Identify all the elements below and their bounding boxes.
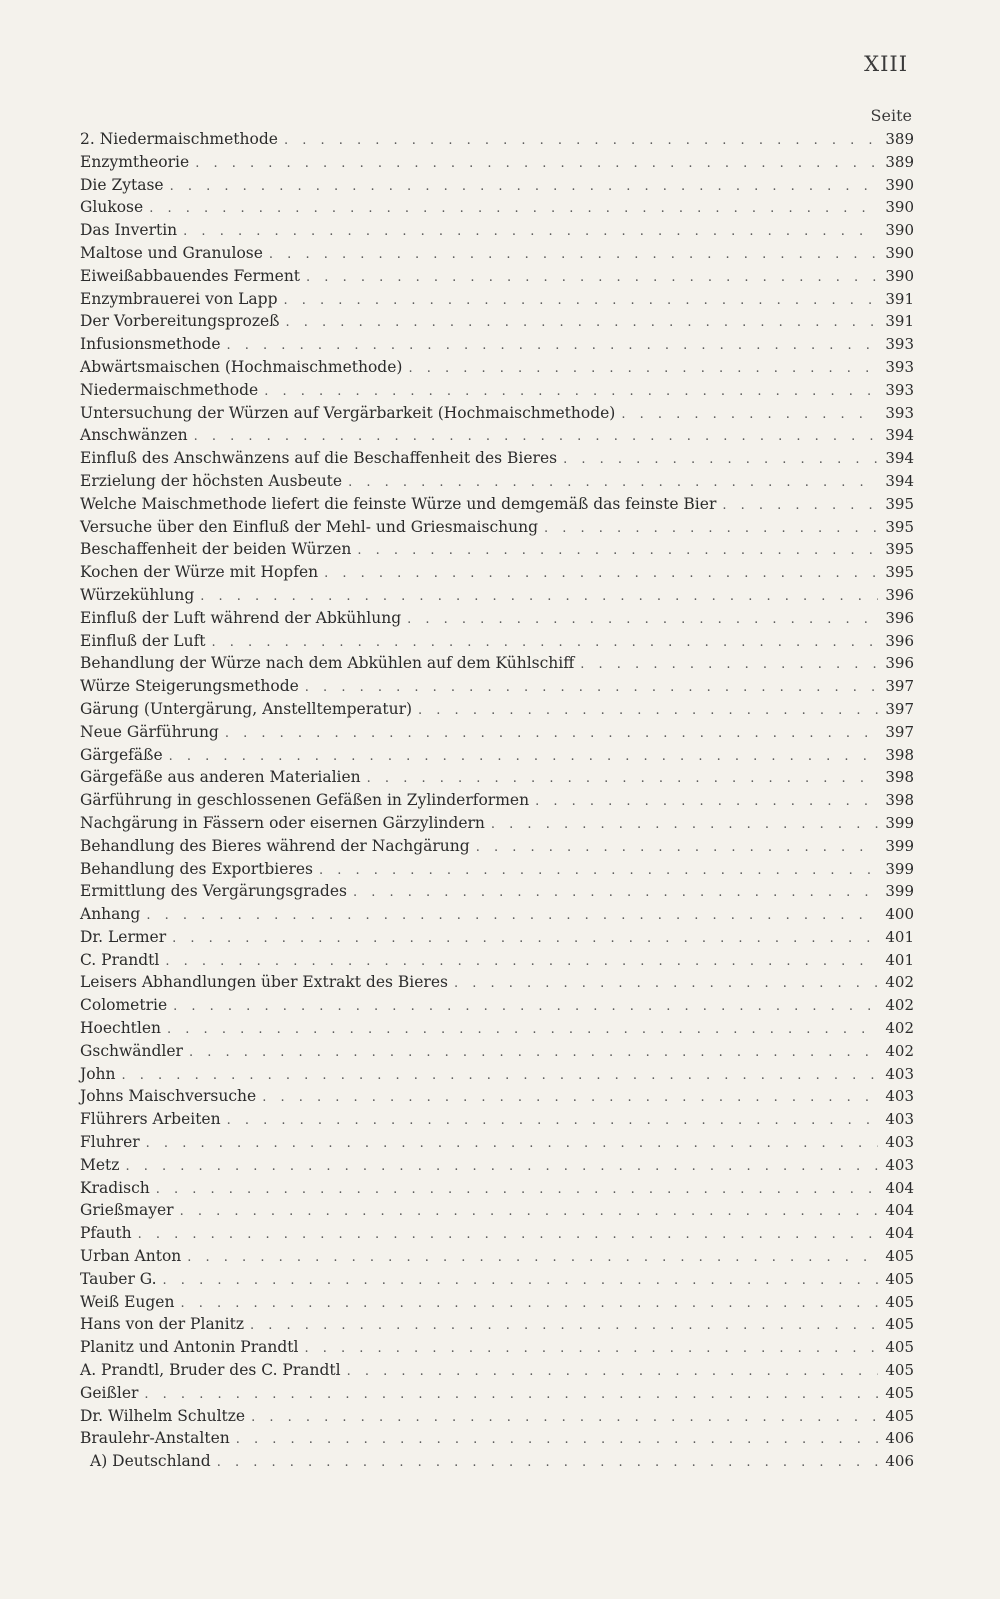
toc-entry [80,538,914,561]
dot-leader [580,654,878,677]
toc-entry-title: Kradisch [80,1178,150,1197]
toc-entry-title: John [80,1064,116,1083]
dot-leader [286,312,878,335]
dot-leader [183,221,878,244]
toc-entry-title: Behandlung des Exportbieres [80,859,313,878]
dot-leader [324,563,878,586]
toc-entry-page: 399 [885,882,914,901]
dot-leader [217,1452,878,1475]
toc-entry [80,812,914,835]
toc-entry-page: 397 [885,699,914,718]
toc-entry [80,1245,914,1268]
toc-entry [80,1336,914,1359]
toc-entry-page: 399 [885,859,914,878]
toc-entry-page: 404 [885,1224,914,1243]
toc-entry-page: 390 [885,221,914,240]
toc-entry-title: Anhang [80,905,141,924]
toc-entry-title: Ermittlung des Vergärungsgrades [80,882,347,901]
toc-entry-title: Glukose [80,198,144,217]
toc-entry [80,493,914,516]
toc-entry [80,584,914,607]
toc-entry-page: 397 [885,677,914,696]
toc-entry-page: 389 [885,130,914,148]
toc-entry-page: 405 [885,1247,914,1266]
toc-entry-page: 395 [885,540,914,559]
dot-leader [353,882,878,905]
toc-entry-title: Hoechtlen [80,1019,162,1038]
toc-entry-page: 390 [885,175,914,194]
dot-leader [173,996,878,1019]
dot-leader [169,746,878,769]
toc-entry-page: 401 [885,927,914,946]
toc-entry-title: Geißler [80,1383,139,1402]
toc-entry-title: Hans von der Planitz [80,1315,245,1334]
toc-entry-title: Weiß Eugen [80,1292,175,1311]
toc-entry [80,744,914,767]
toc-entry-title: 2. Niedermaischmethode [80,130,278,148]
toc-entry-title: Johns Maischversuche [80,1087,257,1106]
toc-entry-title: Versuche über den Einfluß der Mehl- und Griesmaischung [80,517,538,536]
toc-entry-title: Einfluß des Anschwänzens auf die Beschaffenheit des Bieres [80,449,558,468]
toc-entry-page: 394 [885,426,914,445]
toc-entry-page: 399 [885,813,914,832]
toc-entry [80,926,914,949]
toc-entry [80,1199,914,1222]
toc-entry-page: 395 [885,517,914,536]
toc-entry [80,516,914,539]
toc-entry-page: 396 [885,585,914,604]
toc-entry-page: 389 [885,152,914,171]
toc-entry-title: Einfluß der Luft während der Abkühlung [80,608,402,627]
dot-leader [544,518,878,541]
toc-entry [80,174,914,197]
dot-leader [146,1133,878,1156]
dot-leader [304,1338,878,1361]
dot-leader [347,1361,878,1384]
dot-leader [621,404,878,427]
toc-entry-page: 402 [885,973,914,992]
dot-leader [172,928,878,951]
toc-entry [80,835,914,858]
dot-leader [189,1042,878,1065]
toc-entry [80,379,914,402]
toc-entry-title: Untersuchung der Würzen auf Vergärbarkeit (Hochmaischmethode) [80,403,616,422]
toc-entry [80,698,914,721]
toc-entry-page: 404 [885,1201,914,1220]
toc-entry [80,1063,914,1086]
toc-entry-title: Der Vorbereitungsprozeß [80,312,280,331]
dot-leader [407,609,878,632]
toc-entry-page: 403 [885,1110,914,1129]
toc-entry-page: 393 [885,335,914,354]
toc-entry-title: Eiweißabbauendes Ferment [80,266,301,285]
dot-leader [357,540,878,563]
dot-leader [156,1179,878,1202]
toc-entry [80,994,914,1017]
toc-entry-page: 390 [885,266,914,285]
dot-leader [170,176,878,199]
toc-entry [80,561,914,584]
toc-entry-title: Einfluß der Luft [80,631,206,650]
dot-leader [167,1019,878,1042]
toc-entry-title: Behandlung der Würze nach dem Abkühlen auf dem Kühlschiff [80,654,575,673]
toc-entry-title: Metz [80,1155,120,1174]
dot-leader [367,768,878,791]
toc-entry [80,265,914,288]
toc-entry-page: 403 [885,1133,914,1152]
toc-entry [80,1359,914,1382]
dot-leader [418,700,878,723]
toc-entry [80,447,914,470]
toc-entry [80,288,914,311]
dot-leader [125,1156,878,1179]
dot-leader [180,1293,878,1316]
dot-leader [319,860,878,883]
toc-entry-title: Abwärtsmaischen (Hochmaischmethode) [80,357,403,376]
dot-leader [165,951,878,974]
toc-entry-page: 398 [885,791,914,810]
dot-leader [163,1270,878,1293]
toc-entry-title: Infusionsmethode [80,335,221,354]
dot-leader [138,1224,878,1247]
toc-entry-page: 396 [885,631,914,650]
toc-entry [80,607,914,630]
dot-leader [227,335,878,358]
toc-entry-title: Gärung (Untergärung, Anstelltemperatur) [80,699,413,718]
toc-entry-page: 406 [885,1452,914,1471]
toc-entry [80,196,914,219]
dot-leader [306,267,878,290]
toc-entry [80,219,914,242]
toc-entry [80,1108,914,1131]
toc-entry [80,151,914,174]
toc-entry [80,766,914,789]
toc-entry-page: 398 [885,745,914,764]
toc-entry-page: 405 [885,1292,914,1311]
toc-entry-title: Gärgefäße aus anderen Materialien [80,768,361,787]
dot-leader [264,381,878,404]
toc-entry [80,128,914,151]
toc-entry-page: 393 [885,403,914,422]
dot-leader [144,1384,878,1407]
toc-entry [80,1177,914,1200]
toc-entry-page: 396 [885,608,914,627]
toc-entry-title: Niedermaischmethode [80,380,259,399]
toc-entry-page: 405 [885,1361,914,1380]
toc-entry-page: 401 [885,950,914,969]
toc-entry-page: 403 [885,1155,914,1174]
toc-entry [80,333,914,356]
dot-leader [212,632,878,655]
dot-leader [284,290,879,313]
toc-entry-title: Planitz und Antonin Prandtl [80,1338,299,1357]
dot-leader [408,358,878,381]
dot-leader [194,426,878,449]
toc-entry-title: Maltose und Granulose [80,243,263,262]
dot-leader [284,130,878,153]
toc-entry-title: Beschaffenheit der beiden Würzen [80,540,352,559]
toc-entry-page: 391 [885,289,914,308]
toc-entry [80,971,914,994]
toc-entry-page: 394 [885,449,914,468]
toc-entry-title: Flührers Arbeiten [80,1110,221,1129]
toc-entry-page: 405 [885,1315,914,1334]
dot-leader [146,905,878,928]
toc-entry [80,675,914,698]
dot-leader [262,1087,878,1110]
toc-entry-page: 402 [885,1019,914,1038]
toc-entry-title: Grießmayer [80,1201,174,1220]
toc-entry-title: A. Prandtl, Bruder des C. Prandtl [80,1361,341,1380]
dot-leader [200,586,878,609]
toc-entry [80,903,914,926]
dot-leader [269,244,878,267]
toc-entry [80,1382,914,1405]
toc-entry [80,1154,914,1177]
toc-entry [80,1313,914,1336]
dot-leader [236,1429,878,1452]
toc-entry-page: 405 [885,1406,914,1425]
toc-entry-title: Pfauth [80,1224,132,1243]
toc-entry-title: Das Invertin [80,221,178,240]
dot-leader [180,1201,878,1224]
toc-entry-title: Nachgärung in Fässern oder eisernen Gärzylindern [80,813,485,832]
toc-entry [80,1291,914,1314]
toc-entry [80,630,914,653]
dot-leader [491,814,878,837]
toc-entry-title: Colometrie [80,996,168,1015]
toc-entry-title: Leisers Abhandlungen über Extrakt des Bieres [80,973,448,992]
dot-leader [348,472,878,495]
toc-entry-title: Würzekühlung [80,585,195,604]
toc-entry-page: 395 [885,494,914,513]
dot-leader [476,837,878,860]
toc-entry-title: Kochen der Würze mit Hopfen [80,563,319,582]
toc-entry-title: Die Zytase [80,175,164,194]
toc-entry-title: Erzielung der höchsten Ausbeute [80,471,343,490]
toc-entry-title: Fluhrer [80,1133,140,1152]
toc-entry [80,310,914,333]
column-label-seite: Seite [870,106,912,125]
toc-entry-title: Enzymbrauerei von Lapp [80,289,278,308]
toc-entry [80,402,914,425]
toc-entry [80,789,914,812]
toc-entry [80,1040,914,1063]
toc-entry-page: 406 [885,1429,914,1448]
toc-entry-title: Dr. Wilhelm Schultze [80,1406,246,1425]
dot-leader [225,723,878,746]
toc-entry-page: 393 [885,357,914,376]
toc-entry [80,652,914,675]
toc-entry [80,1450,914,1473]
toc-entry-page: 393 [885,380,914,399]
toc-entry [80,356,914,379]
toc-entry-title: C. Prandtl [80,950,160,969]
toc-entry-title: A) Deutschland [90,1452,211,1471]
toc-entry-page: 398 [885,768,914,787]
toc-entry-title: Enzymtheorie [80,152,190,171]
toc-entry-page: 390 [885,198,914,217]
table-of-contents [80,128,914,1473]
toc-entry [80,470,914,493]
toc-entry [80,424,914,447]
toc-entry-title: Tauber G. [80,1269,157,1288]
toc-entry [80,1222,914,1245]
toc-entry-page: 396 [885,654,914,673]
toc-entry-title: Braulehr-Anstalten [80,1429,230,1448]
dot-leader [250,1315,878,1338]
toc-entry-page: 390 [885,243,914,262]
toc-entry-page: 399 [885,836,914,855]
toc-entry-title: Behandlung des Bieres während der Nachgärung [80,836,470,855]
dot-leader [305,677,878,700]
toc-entry-title: Würze Steigerungsmethode [80,677,299,696]
toc-entry-page: 403 [885,1064,914,1083]
toc-entry [80,1131,914,1154]
toc-entry-page: 400 [885,905,914,924]
dot-leader [187,1247,878,1270]
dot-leader [563,449,878,472]
toc-entry-title: Welche Maischmethode liefert die feinste Würze und demgemäß das feinste Bier [80,494,717,513]
dot-leader [535,791,878,814]
dot-leader [122,1065,878,1088]
dot-leader [251,1407,878,1430]
toc-entry [80,1085,914,1108]
dot-leader [454,973,878,996]
toc-entry-page: 397 [885,722,914,741]
dot-leader [149,198,878,221]
toc-entry [80,949,914,972]
toc-entry-page: 403 [885,1087,914,1106]
toc-entry-page: 395 [885,563,914,582]
toc-entry [80,1268,914,1291]
toc-entry-title: Gärgefäße [80,745,163,764]
dot-leader [195,153,878,176]
toc-entry [80,242,914,265]
toc-entry-title: Dr. Lermer [80,927,167,946]
toc-entry [80,858,914,881]
toc-entry [80,1405,914,1428]
page-number: XIII [864,52,908,76]
toc-entry-title: Neue Gärführung [80,722,219,741]
toc-entry [80,721,914,744]
toc-entry-title: Anschwänzen [80,426,188,445]
toc-entry-page: 405 [885,1383,914,1402]
toc-entry [80,1017,914,1040]
toc-entry [80,1427,914,1450]
toc-entry-title: Gärführung in geschlossenen Gefäßen in Zylinderformen [80,791,530,810]
toc-entry-page: 405 [885,1269,914,1288]
toc-entry-page: 402 [885,1041,914,1060]
toc-entry-page: 405 [885,1338,914,1357]
toc-entry-page: 394 [885,471,914,490]
toc-entry [80,880,914,903]
toc-entry-page: 402 [885,996,914,1015]
toc-entry-page: 391 [885,312,914,331]
toc-entry-page: 404 [885,1178,914,1197]
toc-entry-title: Urban Anton [80,1247,182,1266]
dot-leader [227,1110,878,1133]
toc-entry-title: Gschwändler [80,1041,183,1060]
dot-leader [722,495,878,518]
